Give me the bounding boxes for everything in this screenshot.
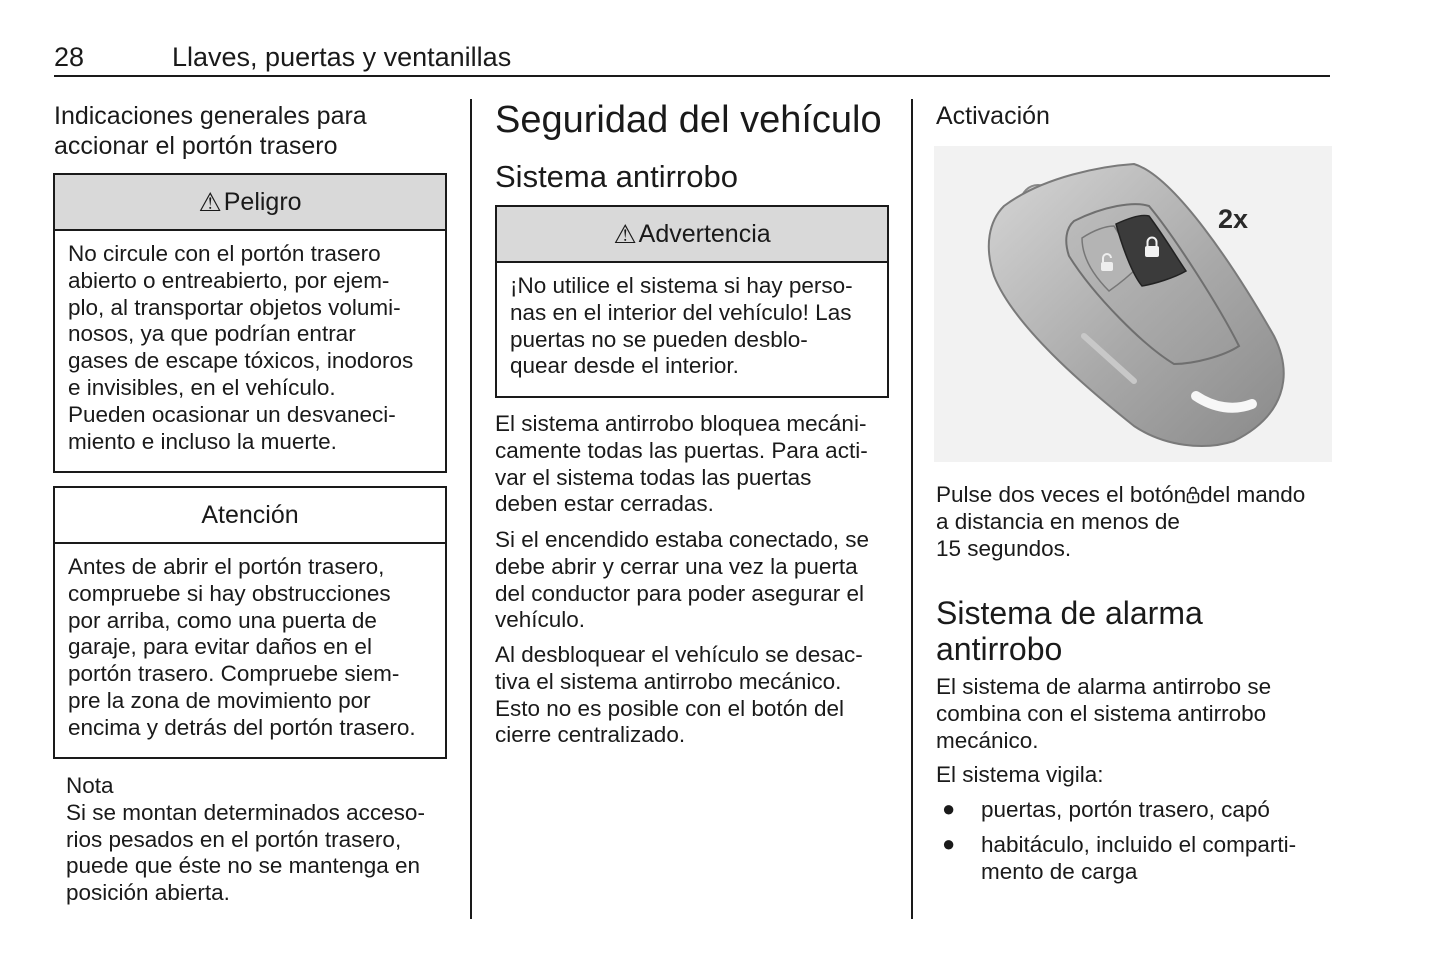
danger-box-header (55, 175, 445, 231)
warning-box (495, 205, 889, 398)
anti-theft-paragraph-2: Si el encendido estaba conectado, se debe abrir y cerrar una vez la puerta del conductor para poder asegurar el vehículo. (495, 527, 870, 633)
section-title: Llaves, puertas y ventanillas (172, 42, 512, 72)
press-twice-label: 2x (1218, 204, 1249, 234)
bullet-icon: ● (942, 796, 956, 821)
monitored-list (936, 797, 1336, 886)
attention-box-title: Atención (201, 500, 299, 529)
anti-theft-paragraph-1: El sistema antirrobo bloquea mecáni- camente todas las puertas. Para acti- var el sistema todas las puertas deben estar cerradas. (495, 411, 868, 517)
lock-icon (1186, 486, 1200, 504)
anti-theft-subtitle: Sistema antirrobo (495, 159, 738, 194)
note-block: Nota Si se montan determinados acceso- rios pesados en el portón trasero, puede que éste no se mantenga en posición abierta. (66, 773, 466, 907)
activation-instructions: Pulse dos veces el botón del mando a distancia en menos de 15 segundos. (936, 482, 1306, 561)
alarm-system-heading: Sistema de alarma antirrobo (936, 595, 1203, 667)
attention-box-header (55, 488, 445, 544)
danger-box-title: Peligro (223, 187, 302, 216)
alarm-system-paragraph: El sistema de alarma antirrobo se combina con el sistema antirrobo mecánico. (936, 674, 1272, 753)
key-fob-illustration (934, 146, 1332, 462)
activation-heading: Activación (936, 102, 1050, 130)
anti-theft-paragraph-3: Al desbloquear el vehículo se desac- tiva el sistema antirrobo mecánico. Esto no es posible con el botón del cierre centralizado. (495, 642, 863, 748)
note-title: Nota (66, 773, 114, 798)
danger-box (53, 173, 447, 473)
tailgate-heading: Indicaciones generales para accionar el portón trasero (54, 102, 367, 160)
column-divider (911, 99, 913, 919)
monitor-intro: El sistema vigila: (936, 762, 1104, 787)
page-number: 28 (54, 42, 85, 72)
key-fob-figure (934, 146, 1332, 462)
danger-box-text: No circule con el portón trasero abierto o entreabierto, por ejem- plo, al transportar objetos volumi- nosos, ya que podrían entrar gases de escape tóxicos, inodoros e invisibles, en el vehículo. Pueden ocasionar un desvaneci- miento e incluso la muerte. (68, 241, 414, 454)
warning-triangle-icon: ⚠ (198, 186, 222, 217)
warning-box-text: ¡No utilice el sistema si hay perso- nas en el interior del vehículo! Las puertas no se pueden desblo- quear desde el interior. (510, 273, 853, 379)
header-rule (54, 75, 1330, 77)
attention-box (53, 486, 447, 759)
attention-box-text: Antes de abrir el portón trasero, compruebe si hay obstrucciones por arriba, como una puerta de garaje, para evitar daños en el portón trasero. Compruebe siem- pre la zona de movimiento por encima y detrás del portón trasero. (68, 554, 416, 740)
warning-box-header (497, 207, 887, 263)
bullet-icon: ● (942, 831, 956, 856)
list-item: ● puertas, portón trasero, capó (942, 796, 1270, 822)
warning-box-title: Advertencia (638, 219, 771, 248)
list-item: ● habitáculo, incluido el comparti- mento de carga (942, 831, 1297, 884)
column-divider (470, 99, 472, 919)
warning-triangle-icon: ⚠ (613, 218, 637, 249)
vehicle-security-title: Seguridad del vehículo (495, 99, 882, 141)
